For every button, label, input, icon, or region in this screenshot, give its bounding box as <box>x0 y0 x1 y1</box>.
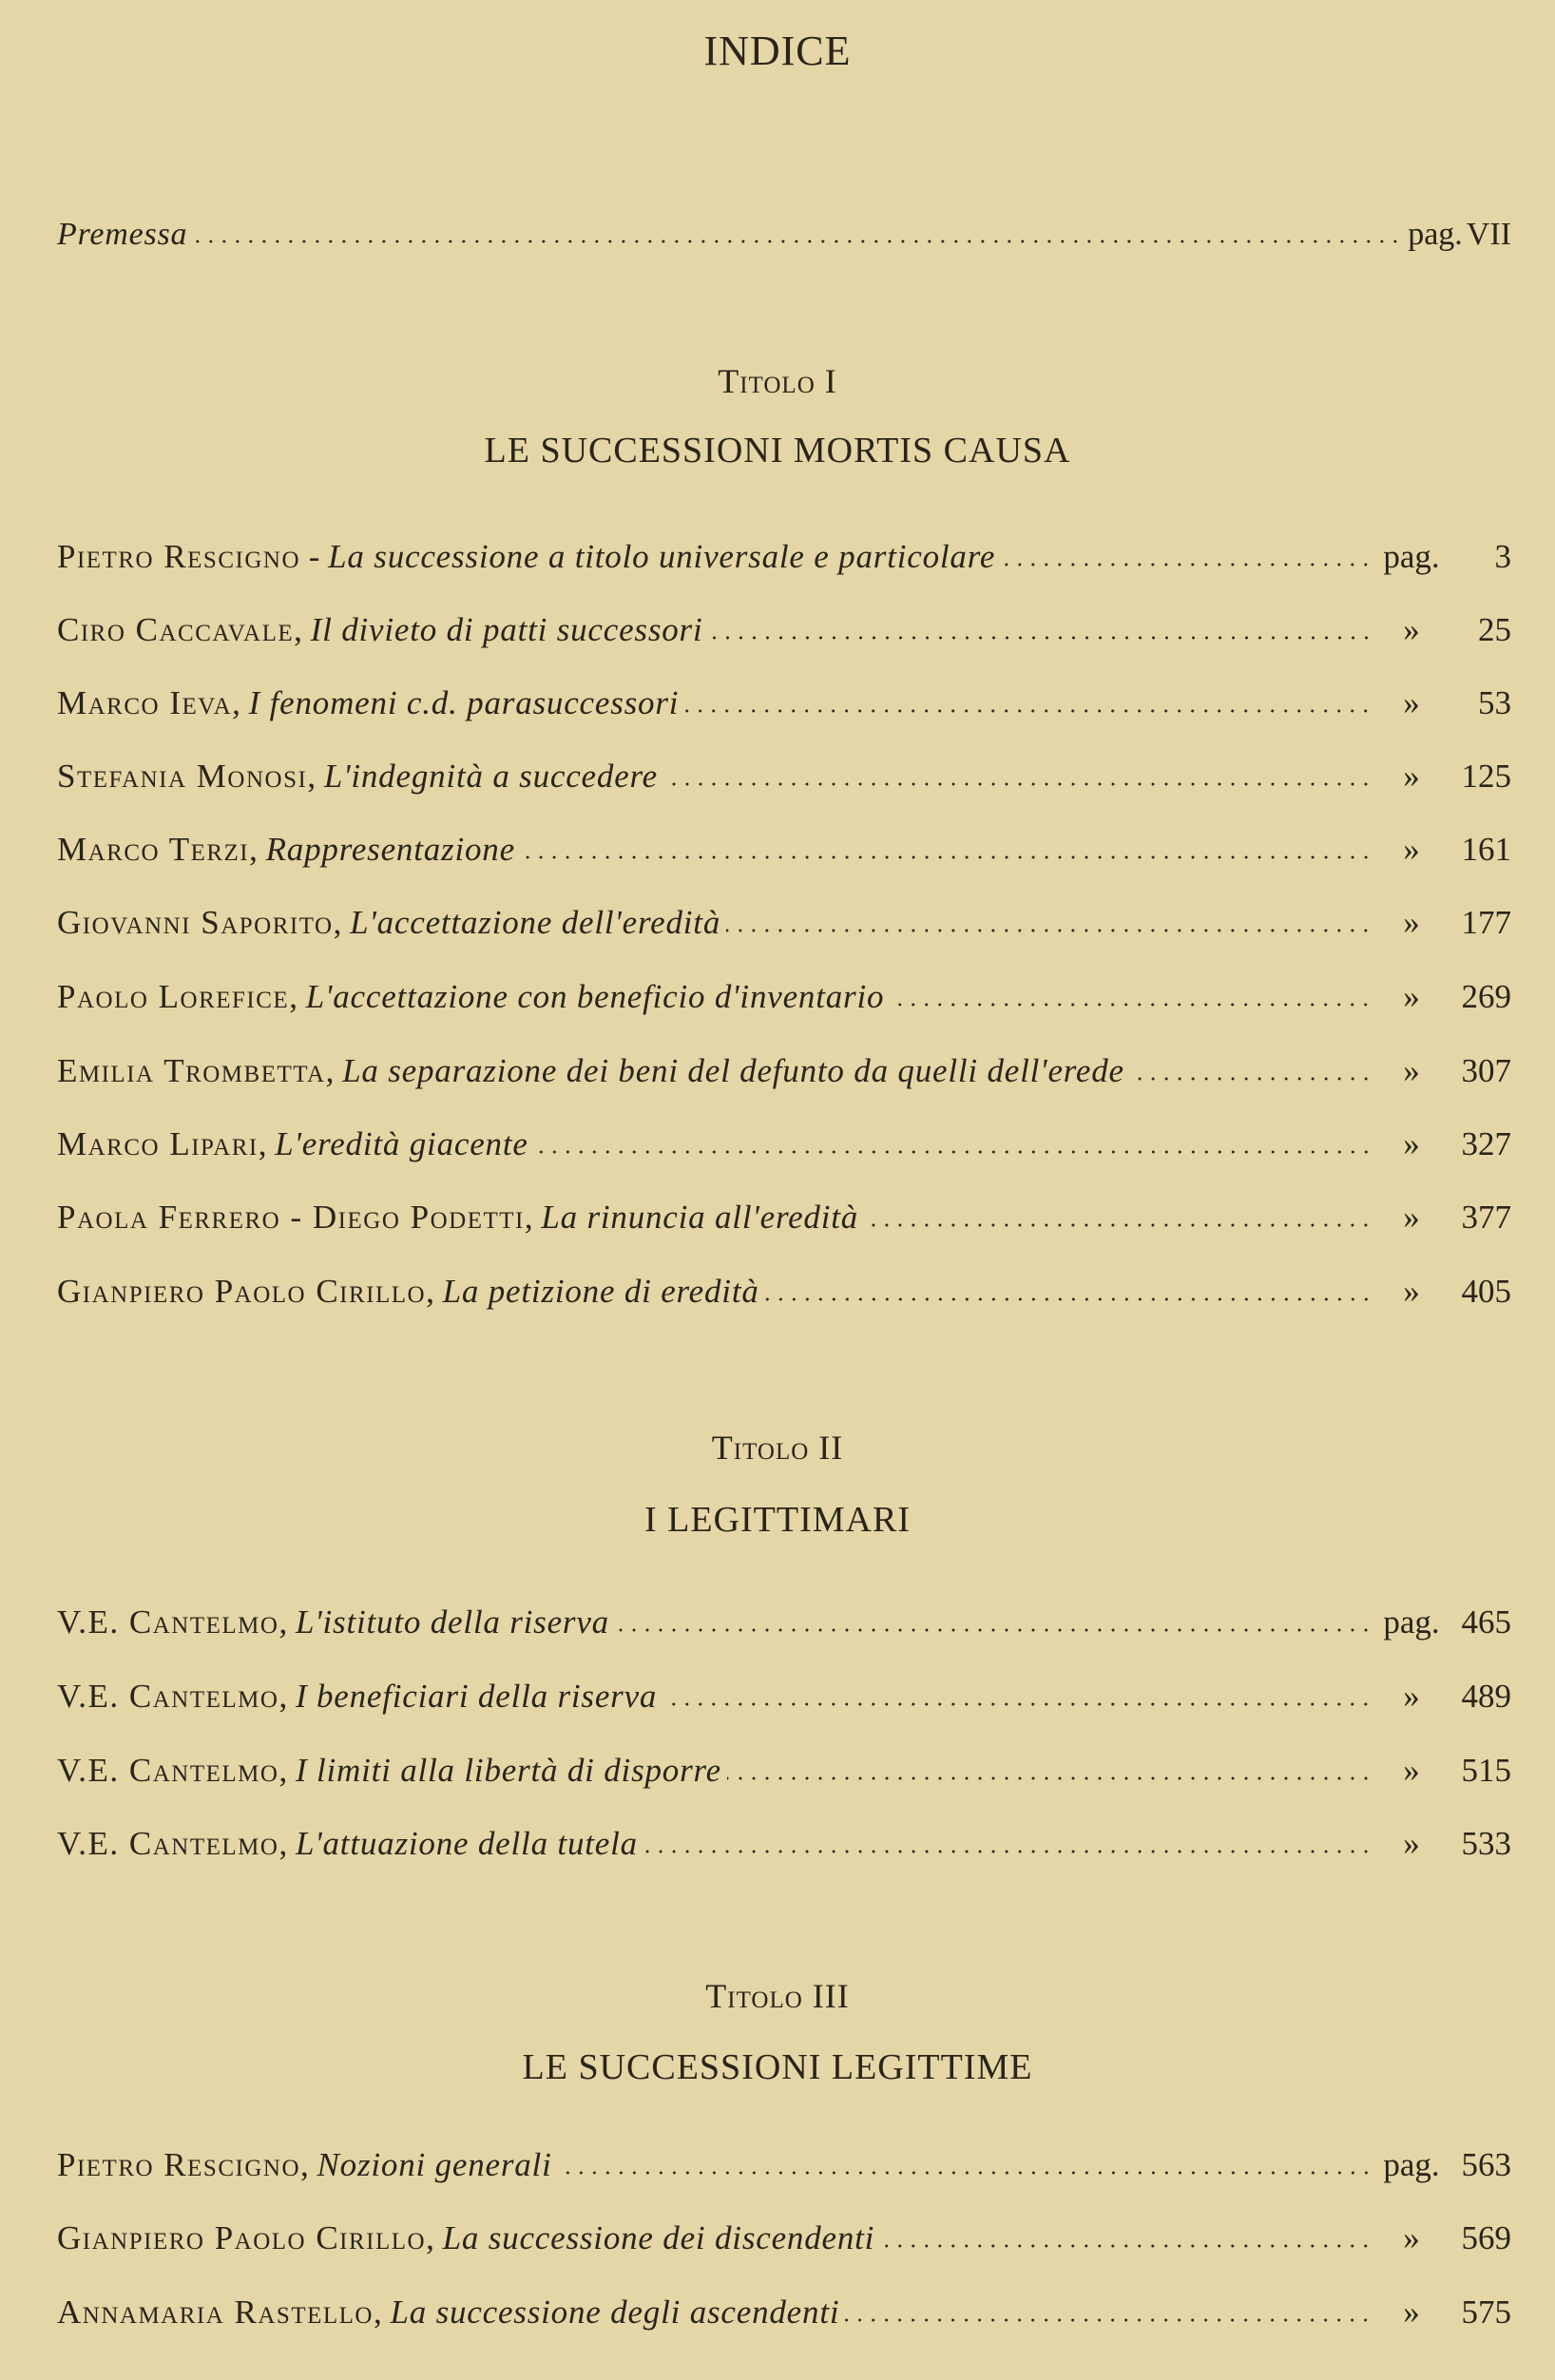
section-title: LE SUCCESSIONI LEGITTIME <box>522 2047 1033 2087</box>
toc-entry[interactable] <box>57 1752 1511 1790</box>
page-number: 25 <box>1478 611 1511 648</box>
page-number: 307 <box>1461 1052 1511 1089</box>
leader-dots <box>890 1002 1373 1008</box>
leader-dots <box>845 2317 1373 2323</box>
entry-title: La petizione di eredità <box>442 1273 759 1310</box>
entry-title: La separazione dei beni del defunto da quelli dell'erede <box>342 1052 1124 1089</box>
toc-entry[interactable] <box>57 1825 1511 1863</box>
page-marker: » <box>1403 2294 1420 2331</box>
toc-entry[interactable] <box>57 1052 1511 1090</box>
page-number: VII <box>1466 217 1511 252</box>
page-number: 489 <box>1461 1678 1511 1715</box>
entry-separator: , <box>278 1752 296 1789</box>
page-number: 327 <box>1461 1125 1511 1162</box>
page-marker: pag. <box>1408 217 1463 252</box>
leader-dots <box>880 2243 1373 2249</box>
toc-entry[interactable] <box>57 611 1511 649</box>
entry-separator: , <box>307 758 324 795</box>
page-heading: INDICE <box>703 28 852 74</box>
leader-dots <box>193 239 1402 244</box>
entry-separator: - <box>300 538 329 575</box>
entry-author: Pietro Rescigno <box>57 2146 300 2183</box>
section-titolo: Titolo I <box>718 362 837 400</box>
page-marker: » <box>1403 2219 1420 2256</box>
page-number: 377 <box>1461 1199 1511 1236</box>
page-number: 53 <box>1478 684 1511 721</box>
page-marker: » <box>1403 1125 1420 1162</box>
entry-author: Ciro Caccavale <box>57 611 295 648</box>
page-marker: » <box>1403 684 1420 721</box>
entry-title: I limiti alla libertà di disporre <box>295 1752 721 1789</box>
entry-separator: , <box>426 2219 443 2256</box>
leader-dots <box>534 1149 1373 1155</box>
entry-title: L'eredità giacente <box>275 1125 528 1162</box>
toc-entry[interactable] <box>57 758 1511 796</box>
page-number: 125 <box>1461 758 1511 795</box>
toc-entry[interactable] <box>57 2146 1511 2184</box>
entry-separator: , <box>294 611 311 648</box>
entry-author: Gianpiero Paolo Cirillo <box>57 1273 427 1310</box>
leader-dots <box>726 928 1373 933</box>
toc-entry[interactable] <box>57 2294 1511 2332</box>
entry-separator: , <box>278 1603 296 1641</box>
toc-entry[interactable] <box>57 1678 1511 1716</box>
leader-dots <box>727 1775 1373 1781</box>
page-marker: » <box>1403 758 1420 795</box>
page-marker: » <box>1403 1052 1420 1089</box>
toc-entry[interactable] <box>57 978 1511 1016</box>
page-marker: pag. <box>1383 538 1440 575</box>
entry-title: L'attuazione della tutela <box>295 1825 638 1862</box>
page-marker: » <box>1403 1199 1420 1236</box>
page-marker: » <box>1403 978 1420 1015</box>
entry-author: Paolo Lorefice <box>57 978 290 1015</box>
toc-entry[interactable] <box>57 538 1511 576</box>
entry-author: V.E. Cantelmo <box>57 1678 279 1715</box>
page-marker: pag. <box>1383 2146 1440 2183</box>
page-number: 569 <box>1461 2219 1511 2256</box>
entry-separator: , <box>325 1052 343 1089</box>
leader-dots <box>684 708 1373 714</box>
page-number: 515 <box>1461 1752 1511 1789</box>
entry-author: V.E. Cantelmo <box>57 1752 279 1789</box>
section-title: I LEGITTIMARI <box>644 1500 911 1540</box>
toc-entry[interactable] <box>57 1603 1511 1641</box>
entry-title: L'accettazione con beneficio d'inventario <box>305 978 885 1015</box>
entry-author: Emilia Trombetta <box>57 1052 326 1089</box>
page-marker: pag. <box>1383 1603 1440 1641</box>
toc-entry[interactable] <box>57 1125 1511 1163</box>
page-marker: » <box>1403 831 1420 868</box>
toc-entry[interactable] <box>57 684 1511 722</box>
entry-separator: , <box>278 1678 296 1715</box>
toc-entry[interactable] <box>57 904 1511 942</box>
entry-title: I fenomeni c.d. parasuccessori <box>248 684 680 721</box>
page-number: 575 <box>1461 2294 1511 2331</box>
leader-dots <box>663 781 1373 787</box>
entry-title: I beneficiari della riserva <box>295 1678 658 1715</box>
entry-title: Premessa <box>57 217 188 252</box>
page-number: 465 <box>1461 1603 1511 1641</box>
toc-entry[interactable] <box>57 1199 1511 1237</box>
entry-author: Paola Ferrero - Diego Podetti <box>57 1199 525 1236</box>
leader-dots <box>662 1701 1373 1707</box>
leader-dots <box>558 2170 1373 2176</box>
page-marker: » <box>1403 1752 1420 1789</box>
toc-entry[interactable] <box>57 1273 1511 1311</box>
leader-dots <box>864 1222 1373 1228</box>
leader-dots <box>765 1296 1373 1302</box>
entry-author: Marco Lipari <box>57 1125 259 1162</box>
page-number: 563 <box>1461 2146 1511 2183</box>
entry-title: La rinuncia all'eredità <box>541 1199 859 1236</box>
page-number: 533 <box>1461 1825 1511 1862</box>
entry-author: Marco Terzi <box>57 831 250 868</box>
leader-dots <box>643 1849 1373 1854</box>
entry-author: V.E. Cantelmo <box>57 1603 279 1641</box>
page-number: 405 <box>1461 1273 1511 1310</box>
page-marker: » <box>1403 1273 1420 1310</box>
page-marker: » <box>1403 904 1420 941</box>
entry-separator: , <box>249 831 266 868</box>
entry-separator: , <box>278 1825 296 1862</box>
toc-entry[interactable] <box>57 831 1511 869</box>
entry-title: Rappresentazione <box>265 831 515 868</box>
toc-entry-premessa[interactable] <box>57 217 1511 253</box>
leader-dots <box>615 1627 1373 1633</box>
section-titolo: Titolo II <box>711 1429 844 1467</box>
entry-separator: , <box>232 684 249 721</box>
entry-author: Stefania Monosi <box>57 758 308 795</box>
entry-title: La successione dei discendenti <box>442 2219 875 2256</box>
entry-author: Giovanni Saporito <box>57 904 334 941</box>
entry-separator: , <box>524 1199 542 1236</box>
page-marker: » <box>1403 1678 1420 1715</box>
entry-title: L'accettazione dell'eredità <box>350 904 721 941</box>
page-number: 177 <box>1461 904 1511 941</box>
entry-separator: , <box>289 978 306 1015</box>
entry-author: Pietro Rescigno <box>57 538 300 575</box>
entry-author: V.E. Cantelmo <box>57 1825 279 1862</box>
entry-separator: , <box>426 1273 443 1310</box>
leader-dots <box>1001 562 1373 567</box>
page-marker: » <box>1403 1825 1420 1862</box>
entry-separator: , <box>333 904 351 941</box>
leader-dots <box>1130 1076 1373 1082</box>
entry-author: Marco Ieva <box>57 684 233 721</box>
entry-title: L'indegnità a succedere <box>323 758 658 795</box>
section-titolo: Titolo III <box>705 1977 850 2015</box>
entry-title: La successione a titolo universale e particolare <box>328 538 996 575</box>
entry-title: La successione degli ascendenti <box>390 2294 840 2331</box>
page-number: 161 <box>1461 831 1511 868</box>
toc-entry[interactable] <box>57 2219 1511 2257</box>
entry-separator: , <box>258 1125 276 1162</box>
page-number: 3 <box>1494 538 1511 575</box>
section-title: LE SUCCESSIONI MORTIS CAUSA <box>484 431 1071 470</box>
entry-author: Gianpiero Paolo Cirillo <box>57 2219 427 2256</box>
entry-separator: , <box>373 2294 391 2331</box>
leader-dots <box>521 854 1373 860</box>
leader-dots <box>709 635 1373 641</box>
entry-title: L'istituto della riserva <box>295 1603 609 1641</box>
entry-title: Il divieto di patti successori <box>310 611 703 648</box>
entry-title: Nozioni generali <box>317 2146 552 2183</box>
entry-separator: , <box>300 2146 317 2183</box>
page-marker: » <box>1403 611 1420 648</box>
page-number: 269 <box>1461 978 1511 1015</box>
entry-author: Annamaria Rastello <box>57 2294 374 2331</box>
